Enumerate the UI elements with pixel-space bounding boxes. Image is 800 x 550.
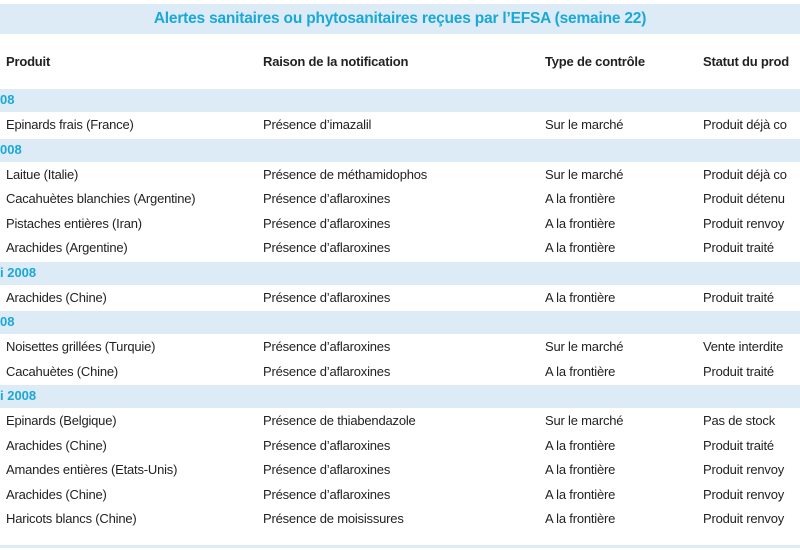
cell-raison: Présence d’aflaroxines xyxy=(263,363,391,379)
table-row xyxy=(0,507,800,532)
cell-produit: Cacahuètes (Chine) xyxy=(6,363,119,379)
table-title: Alertes sanitaires ou phytosanitaires reçues par l’EFSA (semaine 22) xyxy=(153,10,647,27)
group-header-row xyxy=(0,384,800,409)
cell-raison: Présence d’aflaroxines xyxy=(263,462,391,477)
cell-raison: Présence d’aflaroxines xyxy=(263,191,391,206)
cell-raison: Présence d’aflaroxines xyxy=(263,437,391,453)
cell-type-controle: Sur le marché xyxy=(545,413,624,428)
cell-type-controle: Sur le marché xyxy=(545,117,624,132)
cell-type-controle: Sur le marché xyxy=(545,339,624,354)
cell-type-controle: A la frontière xyxy=(545,363,616,379)
cell-statut: Produit déjà co xyxy=(703,166,787,182)
group-date-label: 008 xyxy=(0,141,22,157)
cell-raison: Présence d’aflaroxines xyxy=(263,289,391,305)
cell-statut: Produit traité xyxy=(703,289,774,305)
cell-produit: Arachides (Chine) xyxy=(6,289,107,305)
group-header-row xyxy=(0,88,800,113)
cell-statut: Vente interdite xyxy=(703,339,784,354)
cell-raison: Présence d’aflaroxines xyxy=(263,486,391,502)
cell-type-controle: Sur le marché xyxy=(545,166,624,182)
cell-produit: Arachides (Chine) xyxy=(6,486,107,502)
table-row xyxy=(0,409,800,434)
table-row xyxy=(0,434,800,459)
table-row xyxy=(0,483,800,508)
table-row xyxy=(0,212,800,237)
cell-produit: Epinards (Belgique) xyxy=(6,413,117,428)
cell-statut: Produit renvoy xyxy=(703,511,785,526)
table-row xyxy=(0,187,800,212)
cell-produit: Pistaches entières (Iran) xyxy=(6,215,142,231)
table-row xyxy=(0,236,800,261)
cell-statut: Produit déjà co xyxy=(703,117,787,132)
cell-produit: Laitue (Italie) xyxy=(6,166,79,182)
cell-statut: Produit traité xyxy=(703,437,774,453)
cell-type-controle: A la frontière xyxy=(545,486,616,502)
cell-produit: Arachides (Argentine) xyxy=(6,240,128,255)
table-header-row xyxy=(0,36,800,88)
table-title-bar xyxy=(0,4,800,34)
cell-type-controle: A la frontière xyxy=(545,462,616,477)
header-type-controle: Type de contrôle xyxy=(545,54,645,69)
cell-raison: Présence d’aflaroxines xyxy=(263,240,391,255)
cell-statut: Produit traité xyxy=(703,363,774,379)
cell-raison: Présence d’imazalil xyxy=(263,117,372,132)
table-row xyxy=(0,458,800,483)
table-bottom-rule xyxy=(0,545,800,548)
cell-raison: Présence de méthamidophos xyxy=(263,166,428,182)
table-row xyxy=(0,360,800,385)
header-statut: Statut du prod xyxy=(703,54,790,69)
cell-type-controle: A la frontière xyxy=(545,191,616,206)
cell-statut: Produit renvoy xyxy=(703,462,785,477)
cell-raison: Présence de thiabendazole xyxy=(263,413,416,428)
table-body xyxy=(0,88,800,532)
cell-type-controle: A la frontière xyxy=(545,289,616,305)
cell-statut: Produit détenu xyxy=(703,191,785,206)
table-row xyxy=(0,163,800,188)
header-produit: Produit xyxy=(6,54,51,69)
cell-statut: Pas de stock xyxy=(703,413,776,428)
cell-produit: Epinards frais (France) xyxy=(6,117,134,132)
table-row xyxy=(0,335,800,360)
group-header-row xyxy=(0,261,800,286)
group-date-label: 08 xyxy=(0,92,15,107)
cell-statut: Produit renvoy xyxy=(703,486,785,502)
cell-type-controle: A la frontière xyxy=(545,215,616,231)
group-date-label: 08 xyxy=(0,314,15,329)
cell-statut: Produit traité xyxy=(703,240,774,255)
cell-raison: Présence d’aflaroxines xyxy=(263,339,391,354)
cell-raison: Présence d’aflaroxines xyxy=(263,215,391,231)
cell-produit: Amandes entières (Etats-Unis) xyxy=(6,462,178,477)
group-date-label: i 2008 xyxy=(0,264,37,280)
cell-type-controle: A la frontière xyxy=(545,240,616,255)
cell-type-controle: A la frontière xyxy=(545,511,616,526)
cell-produit: Haricots blancs (Chine) xyxy=(6,511,137,526)
table-row xyxy=(0,286,800,311)
table-row xyxy=(0,113,800,138)
cell-type-controle: A la frontière xyxy=(545,437,616,453)
cell-produit: Cacahuètes blanchies (Argentine) xyxy=(6,191,196,206)
cell-raison: Présence de moisissures xyxy=(263,511,404,526)
group-header-row xyxy=(0,138,800,163)
cell-produit: Arachides (Chine) xyxy=(6,437,107,453)
group-header-row xyxy=(0,310,800,335)
group-date-label: i 2008 xyxy=(0,388,37,403)
cell-statut: Produit renvoy xyxy=(703,215,785,231)
header-raison: Raison de la notification xyxy=(263,54,409,69)
cell-produit: Noisettes grillées (Turquie) xyxy=(6,339,156,354)
